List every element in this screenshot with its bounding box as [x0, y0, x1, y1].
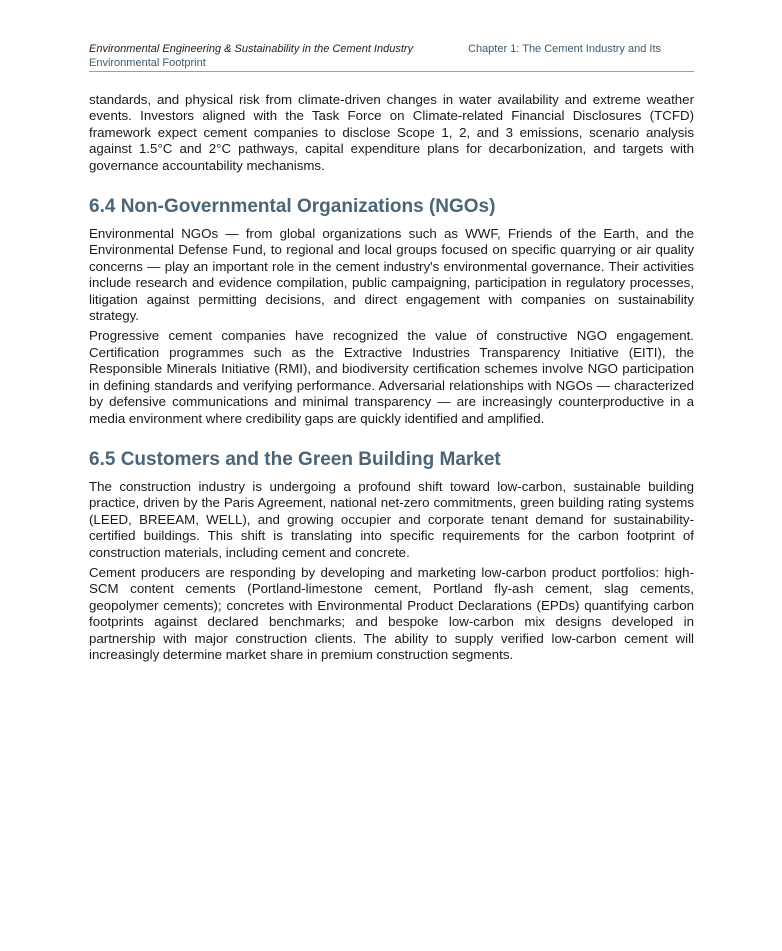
running-header	[89, 42, 694, 72]
section-paragraph: The construction industry is undergoing a profound shift toward low-carbon, sustainable building practice, driven by the Paris Agreement, national net-zero commitments, green building rating systems (LEED, BREEAM, WELL), and growing occupier and corporate tenant demand for sustainability-certified buildings. This shift is translating into specific requirements for the carbon footprint of construction materials, including cement and concrete.	[89, 478, 694, 560]
section-paragraph: Cement producers are responding by developing and marketing low-carbon product portfolios: high-SCM content cements (Portland-limestone cement, Portland fly-ash cement, slag cements, geopolymer cements); concretes with Environmental Product Declarations (EPDs) quantifying carbon footprints against declared benchmarks; and bespoke low-carbon mix designs developed in partnership with major construction clients. The ability to supply verified low-carbon cement will increasingly determine market share in premium construction segments.	[89, 564, 694, 662]
section-heading-ngos: 6.4 Non-Governmental Organizations (NGOs)	[89, 196, 496, 218]
section-heading-customers: 6.5 Customers and the Green Building Market	[89, 448, 501, 470]
chapter-title-continuation: Environmental Footprint	[89, 57, 206, 69]
header-line-1	[89, 42, 694, 56]
main-content	[89, 92, 694, 663]
document-page	[89, 0, 694, 667]
section-paragraph: Environmental NGOs — from global organizations such as WWF, Friends of the Earth, and the Environmental Defense Fund, to regional and local groups focused on specific quarrying or air quality concerns — play an important role in the cement industry's environmental governance. Their activities include research and evidence compilation, public campaigning, participation in regulatory processes, litigation against permitting decisions, and direct engagement with companies on sustainability strategy.	[89, 226, 694, 324]
section-paragraph: Progressive cement companies have recognized the value of constructive NGO engagement. Certification programmes such as the Extractive Industries Transparency Initiative (EITI), the Responsible Minerals Initiative (RMI), and biodiversity certification schemes involve NGO participation in defining standards and verifying performance. Adversarial relationships with NGOs — characterized by defensive communications and minimal transparency — are increasingly counterproductive in a media environment where credibility gaps are quickly identified and amplified.	[89, 328, 694, 426]
book-title: Environmental Engineering & Sustainability in the Cement Industry	[89, 43, 414, 55]
intro-paragraph: standards, and physical risk from climate-driven changes in water availability and extreme weather events. Investors aligned with the Task Force on Climate-related Financial Disclosures (TCFD) framework expect cement companies to disclose Scope 1, 2, and 3 emissions, scenario analysis against 1.5°C and 2°C pathways, capital expenditure plans for decarbonization, and targets with governance accountability mechanisms.	[89, 92, 694, 173]
chapter-title: Chapter 1: The Cement Industry and Its	[468, 43, 662, 55]
